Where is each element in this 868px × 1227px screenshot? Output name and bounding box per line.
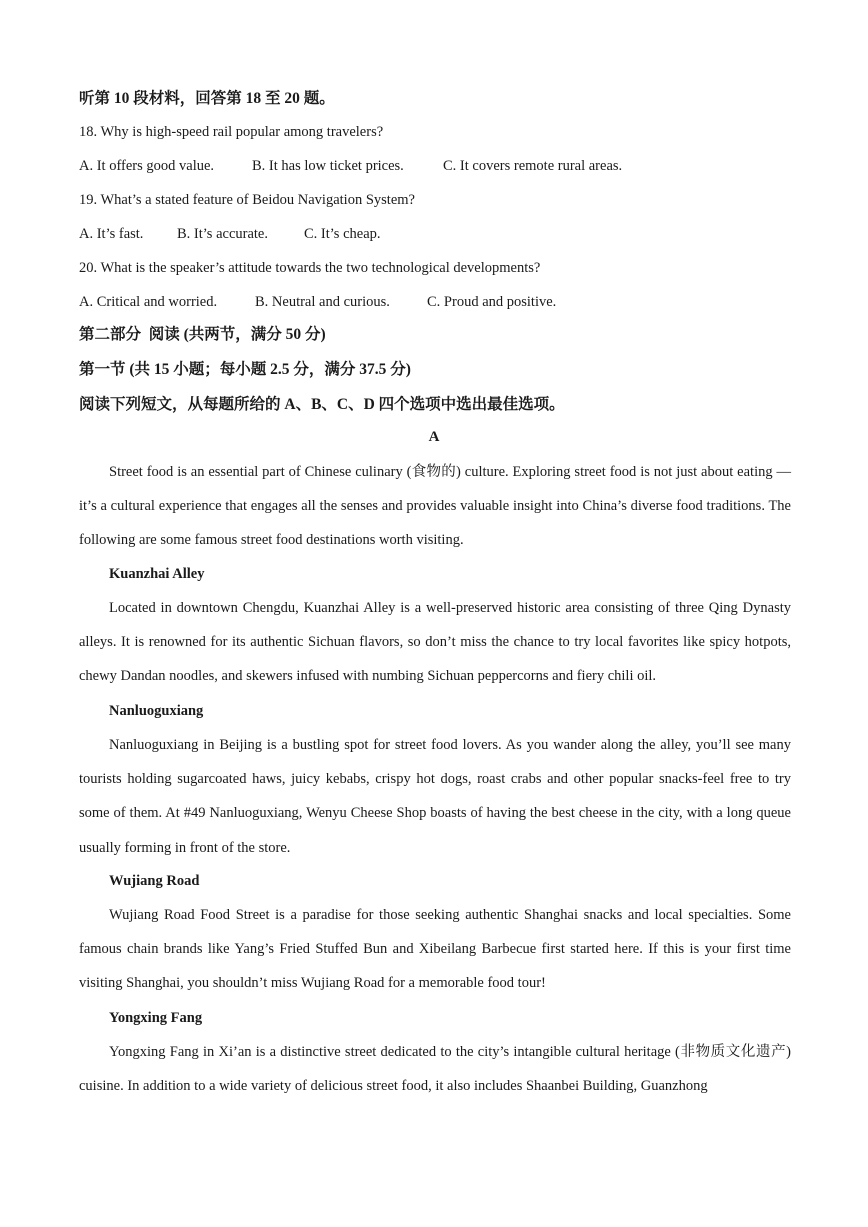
question-20-stem: 20. What is the speaker’s attitude towards the two technological developments? bbox=[79, 260, 541, 276]
option-20-c: C. Proud and positive. bbox=[427, 294, 557, 310]
listening-instruction: 听第 10 段材料，回答第 18 至 20 题。 bbox=[79, 90, 335, 107]
option-19-b: B. It’s accurate. bbox=[177, 226, 268, 242]
intro-paragraph: Street food is an essential part of Chinese culinary (食物的) culture. Exploring street food is not just about eating — it’s a cultural experience that engages all the senses and provides valuable insight into China’s diverse food traditions. The following are some famous street food destinations worth visiting. bbox=[79, 464, 791, 549]
paragraph-yongxing: Yongxing Fang in Xi’an is a distinctive street dedicated to the city’s intangible cultural heritage (非物质文化遗产) cuisine. In addition to a wide variety of delicious street food, it also includes Shaanbei Building, Guanzhong bbox=[79, 1044, 791, 1095]
section-heading-wujiang: Wujiang Road bbox=[109, 873, 200, 889]
reading-part-title: 第二部分 阅读 (共两节，满分 50 分) bbox=[79, 326, 326, 343]
option-19-c: C. It’s cheap. bbox=[304, 226, 381, 242]
reading-section-title: 第一节 (共 15 小题；每小题 2.5 分，满分 37.5 分) bbox=[79, 361, 411, 378]
paragraph-nanluoguxiang: Nanluoguxiang in Beijing is a bustling spot for street food lovers. As you wander along the alley, you’ll see many tourists holding sugarcoated haws, juicy kebabs, crispy hot dogs, roast crabs and other popular snacks-feel free to try some of them. At #49 Nanluoguxiang, Wenyu Cheese Shop boasts of having the best cheese in the city, with a long queue usually forming in front of the store. bbox=[79, 737, 791, 856]
question-19-stem: 19. What’s a stated feature of Beidou Navigation System? bbox=[79, 192, 415, 208]
section-heading-yongxing: Yongxing Fang bbox=[109, 1010, 203, 1026]
section-body-kuanzhai bbox=[79, 591, 791, 694]
section-body-nanluoguxiang bbox=[79, 728, 791, 865]
option-20-b: B. Neutral and curious. bbox=[255, 294, 390, 310]
paragraph-wujiang: Wujiang Road Food Street is a paradise for those seeking authentic Shanghai snacks and local specialties. Some famous chain brands like Yang’s Fried Stuffed Bun and Xibeilang Barbecue first started here. If this is your first time visiting Shanghai, you shouldn’t miss Wujiang Road for a memorable food tour! bbox=[79, 907, 791, 992]
section-body-wujiang bbox=[79, 898, 791, 1001]
paragraph-kuanzhai: Located in downtown Chengdu, Kuanzhai Alley is a well-preserved historic area consisting of three Qing Dynasty alleys. It is renowned for its authentic Sichuan flavors, so don’t miss the chance to try local favorites like spicy hotpots, chewy Dandan noodles, and skewers infused with numbing Sichuan peppercorns and fiery chili oil. bbox=[79, 600, 791, 685]
section-body-yongxing bbox=[79, 1035, 791, 1103]
reading-instruction: 阅读下列短文，从每题所给的 A、B、C、D 四个选项中选出最佳选项。 bbox=[79, 396, 565, 413]
option-19-a: A. It’s fast. bbox=[79, 226, 144, 242]
question-18-stem: 18. Why is high-speed rail popular among travelers? bbox=[79, 124, 384, 140]
question-20-options bbox=[79, 292, 556, 312]
option-18-b: B. It has low ticket prices. bbox=[252, 158, 404, 174]
question-18-options bbox=[79, 156, 622, 176]
section-heading-nanluoguxiang: Nanluoguxiang bbox=[109, 703, 204, 719]
question-19-options bbox=[79, 224, 381, 244]
passage-intro bbox=[79, 455, 791, 558]
passage-label: A bbox=[428, 429, 440, 445]
option-20-a: A. Critical and worried. bbox=[79, 294, 218, 310]
section-heading-kuanzhai: Kuanzhai Alley bbox=[109, 566, 205, 582]
option-18-a: A. It offers good value. bbox=[79, 158, 215, 174]
option-18-c: C. It covers remote rural areas. bbox=[443, 158, 623, 174]
